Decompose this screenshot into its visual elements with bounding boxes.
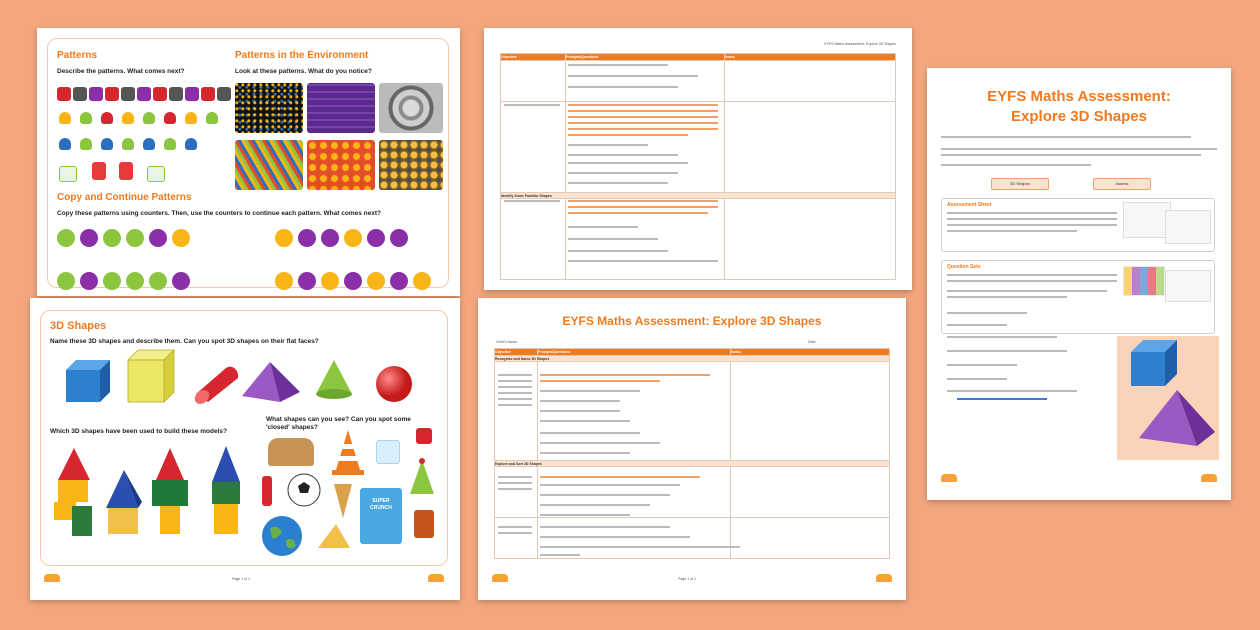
pattern-tile <box>217 87 231 101</box>
cube-stack <box>59 166 77 182</box>
pattern-tile <box>73 87 87 101</box>
counter <box>367 229 385 247</box>
bear-counter <box>80 138 92 150</box>
cube-stack <box>147 166 165 182</box>
football <box>286 472 322 508</box>
text-line <box>568 206 718 208</box>
text-line <box>568 250 668 252</box>
counter <box>275 272 293 290</box>
col-prompts: Prompts/Questions <box>566 54 725 61</box>
cheese-wedge <box>314 520 354 550</box>
everyday-prompt-2: 'closed' shapes? <box>266 424 318 431</box>
text-line <box>498 374 532 376</box>
text-line <box>947 280 1117 282</box>
text-line <box>568 64 668 66</box>
text-line <box>504 104 560 106</box>
counter <box>390 229 408 247</box>
photo-confetti <box>235 83 303 133</box>
twinkl-logo <box>44 574 60 582</box>
bear-counter <box>206 112 218 124</box>
question-sets-title: Question Sets <box>947 264 981 270</box>
text-line <box>540 484 680 486</box>
bear-counter <box>59 138 71 150</box>
bullet-line <box>947 364 1017 366</box>
text-line <box>540 380 660 382</box>
text-line <box>498 380 532 382</box>
twinkl-logo <box>428 574 444 582</box>
text-line <box>947 224 1117 226</box>
question-table-sheet <box>484 28 912 290</box>
col-notes: Notes <box>731 349 890 356</box>
text-line <box>947 290 1107 292</box>
counter <box>57 229 75 247</box>
model-tower-4 <box>206 444 246 538</box>
text-line <box>540 442 660 444</box>
pattern-tile <box>153 87 167 101</box>
text-line <box>941 148 1217 150</box>
sphere-shape <box>374 364 414 404</box>
environment-prompt: Look at these patterns. What do you notice? <box>235 68 372 75</box>
text-line <box>568 154 678 156</box>
text-line <box>568 212 708 214</box>
bear-counter <box>101 138 113 150</box>
counter <box>80 229 98 247</box>
section-band: Identify Some Familiar Shapes <box>501 193 896 199</box>
text-line <box>947 296 1067 298</box>
twinkl-logo <box>876 574 892 582</box>
counter <box>172 272 190 290</box>
col-objective: Objective <box>495 349 538 356</box>
counter <box>103 229 121 247</box>
counter <box>126 229 144 247</box>
assessment-title: EYFS Maths Assessment: Explore 3D Shapes <box>562 314 822 328</box>
section-band-2: Explore and Sort 3D Shapes <box>495 461 890 467</box>
counter <box>172 229 190 247</box>
cube-stack <box>92 162 106 180</box>
model-tower-2 <box>104 468 144 538</box>
pyramid-illustration <box>1137 388 1217 448</box>
bullet-line <box>947 390 1077 392</box>
text-line <box>498 526 532 528</box>
text-line <box>568 162 688 164</box>
cube-shape <box>64 358 112 404</box>
text-line <box>540 420 630 422</box>
pattern-tile <box>137 87 151 101</box>
counter <box>321 229 339 247</box>
cylinder-shape <box>186 364 242 404</box>
link-line[interactable] <box>957 398 1047 400</box>
3d-shapes-prompt: Name these 3D shapes and describe them. Can you spot 3D shapes on their flat faces? <box>50 338 319 345</box>
assessment-thumbnail <box>1165 210 1211 244</box>
3d-shapes-heading: 3D Shapes <box>50 320 107 332</box>
counter <box>344 229 362 247</box>
overview-title-line1: EYFS Maths Assessment: <box>987 88 1171 105</box>
text-line <box>540 546 740 548</box>
text-line <box>540 432 640 434</box>
traffic-cone <box>330 428 366 476</box>
patterns-worksheet <box>37 28 460 296</box>
text-line <box>498 476 532 478</box>
patterns-heading: Patterns <box>57 50 98 61</box>
counter <box>149 272 167 290</box>
party-hat <box>408 458 436 498</box>
model-tower-1 <box>52 446 96 538</box>
photo-stripes <box>235 140 303 190</box>
text-line <box>568 200 718 202</box>
text-line <box>568 172 678 174</box>
date-label: Date: <box>808 340 817 344</box>
text-line <box>498 392 532 394</box>
photo-tartan <box>307 83 375 133</box>
cuboid-shape <box>126 348 176 404</box>
bear-counter <box>59 112 71 124</box>
section-band-1: Recognise and Name 3D Shapes <box>495 356 890 362</box>
text-line <box>947 212 1117 214</box>
photo-hexagons <box>307 140 375 190</box>
counter <box>344 272 362 290</box>
col-notes: Notes <box>725 54 896 61</box>
bullet-line <box>947 378 1007 380</box>
pattern-tile <box>169 87 183 101</box>
text-line <box>498 532 532 534</box>
counter <box>149 229 167 247</box>
text-line <box>498 386 532 388</box>
food-tin <box>414 510 434 538</box>
bullet-line <box>947 350 1067 352</box>
text-line <box>540 374 710 376</box>
text-line <box>540 554 580 556</box>
bullet-line <box>947 324 1007 326</box>
text-line <box>568 238 658 240</box>
col-objective: Objective <box>501 54 566 61</box>
text-line <box>540 494 670 496</box>
cereal-box <box>360 488 402 544</box>
photo-circles <box>379 140 443 190</box>
text-line <box>540 452 630 454</box>
twinkl-logo <box>492 574 508 582</box>
assessment-sheet-title: Assessment Sheet <box>947 202 992 208</box>
text-line <box>540 476 700 478</box>
counter <box>103 272 121 290</box>
cone-shape <box>314 358 354 404</box>
patterns-prompt: Describe the patterns. What comes next? <box>57 68 185 75</box>
text-line <box>498 398 532 400</box>
text-line <box>568 86 678 88</box>
bear-counter <box>164 138 176 150</box>
3d-shapes-worksheet <box>30 298 460 600</box>
ice-cream-cone <box>332 480 354 520</box>
bear-counter <box>164 112 176 124</box>
bear-counter <box>143 138 155 150</box>
text-line <box>540 526 670 528</box>
cereal-box-label-1: SUPER <box>372 498 390 504</box>
assessment-table-sheet <box>478 298 906 600</box>
pattern-tile <box>105 87 119 101</box>
twinkl-logo <box>1201 474 1217 482</box>
counter <box>298 229 316 247</box>
page-number: Page 1 of 1 <box>678 577 696 581</box>
cube-stack <box>119 162 133 180</box>
question-thumbnail <box>1123 266 1165 296</box>
glue-stick <box>262 476 272 506</box>
twinkl-logo <box>941 474 957 482</box>
text-line <box>568 116 718 118</box>
model-tower-3 <box>148 446 192 538</box>
pattern-tile <box>57 87 71 101</box>
counter <box>275 229 293 247</box>
text-line <box>498 488 532 490</box>
text-line <box>504 200 560 202</box>
cereal-box-label-2: CRUNCH <box>370 505 392 511</box>
bear-counter <box>122 138 134 150</box>
text-line <box>947 230 1077 232</box>
question-table <box>500 53 896 280</box>
bread-loaf <box>268 438 314 466</box>
text-line <box>568 134 688 136</box>
cube-illustration <box>1127 338 1179 390</box>
text-line <box>568 104 718 106</box>
text-line <box>540 390 640 392</box>
text-line <box>540 504 650 506</box>
bear-counter <box>185 138 197 150</box>
text-line <box>947 274 1117 276</box>
text-line <box>568 182 668 184</box>
bullet-line <box>947 312 1027 314</box>
text-line <box>947 218 1117 220</box>
text-line <box>568 75 698 77</box>
everyday-prompt: What shapes can you see? Can you spot some <box>266 416 411 423</box>
col-prompts: Prompts/Questions <box>538 349 731 356</box>
text-line <box>568 122 718 124</box>
question-thumbnail <box>1165 270 1211 302</box>
pattern-tile <box>89 87 103 101</box>
text-line <box>941 136 1191 138</box>
text-line <box>498 482 532 484</box>
models-prompt: Which 3D shapes have been used to build these models? <box>50 428 227 435</box>
bear-counter <box>143 112 155 124</box>
dice <box>416 428 432 444</box>
text-line <box>568 110 718 112</box>
counter <box>390 272 408 290</box>
pattern-tile <box>201 87 215 101</box>
text-line <box>540 400 620 402</box>
pattern-tile <box>121 87 135 101</box>
text-line <box>568 144 648 146</box>
bullet-line <box>947 336 1057 338</box>
assess-button[interactable]: Assess <box>1093 178 1151 190</box>
counter <box>321 272 339 290</box>
pyramid-shape <box>240 360 302 404</box>
child-name-label: Child's Name: <box>496 340 518 344</box>
counter <box>57 272 75 290</box>
bear-counter <box>101 112 113 124</box>
counter <box>126 272 144 290</box>
overview-sheet <box>927 68 1231 500</box>
photo-mandala <box>379 83 443 133</box>
text-line <box>941 164 1091 166</box>
copy-prompt: Copy these patterns using counters. Then, use the counters to continue each pattern. What comes next? <box>57 210 381 217</box>
sheet-header: EYFS Maths Assessment: Explore 3D Shapes <box>824 42 896 46</box>
copy-heading: Copy and Continue Patterns <box>57 192 192 203</box>
page-number: Page 1 of 1 <box>232 577 250 581</box>
text-line <box>941 154 1201 156</box>
text-line <box>568 226 638 228</box>
bear-counter <box>80 112 92 124</box>
counter <box>367 272 385 290</box>
text-line <box>540 514 630 516</box>
bear-counter <box>122 112 134 124</box>
counter <box>413 272 431 290</box>
bear-counter <box>185 112 197 124</box>
assessment-thumbnail <box>1123 202 1171 238</box>
text-line <box>498 404 532 406</box>
globe <box>260 514 304 558</box>
counter <box>80 272 98 290</box>
ice-cube <box>376 440 400 464</box>
text-line <box>568 260 718 262</box>
text-line <box>540 410 620 412</box>
text-line <box>568 128 718 130</box>
overview-title-line2: Explore 3D Shapes <box>1011 108 1147 125</box>
pattern-tile <box>185 87 199 101</box>
counter <box>298 272 316 290</box>
environment-heading: Patterns in the Environment <box>235 50 369 61</box>
3d-shapes-button[interactable]: 3D Shapes <box>991 178 1049 190</box>
text-line <box>540 536 690 538</box>
